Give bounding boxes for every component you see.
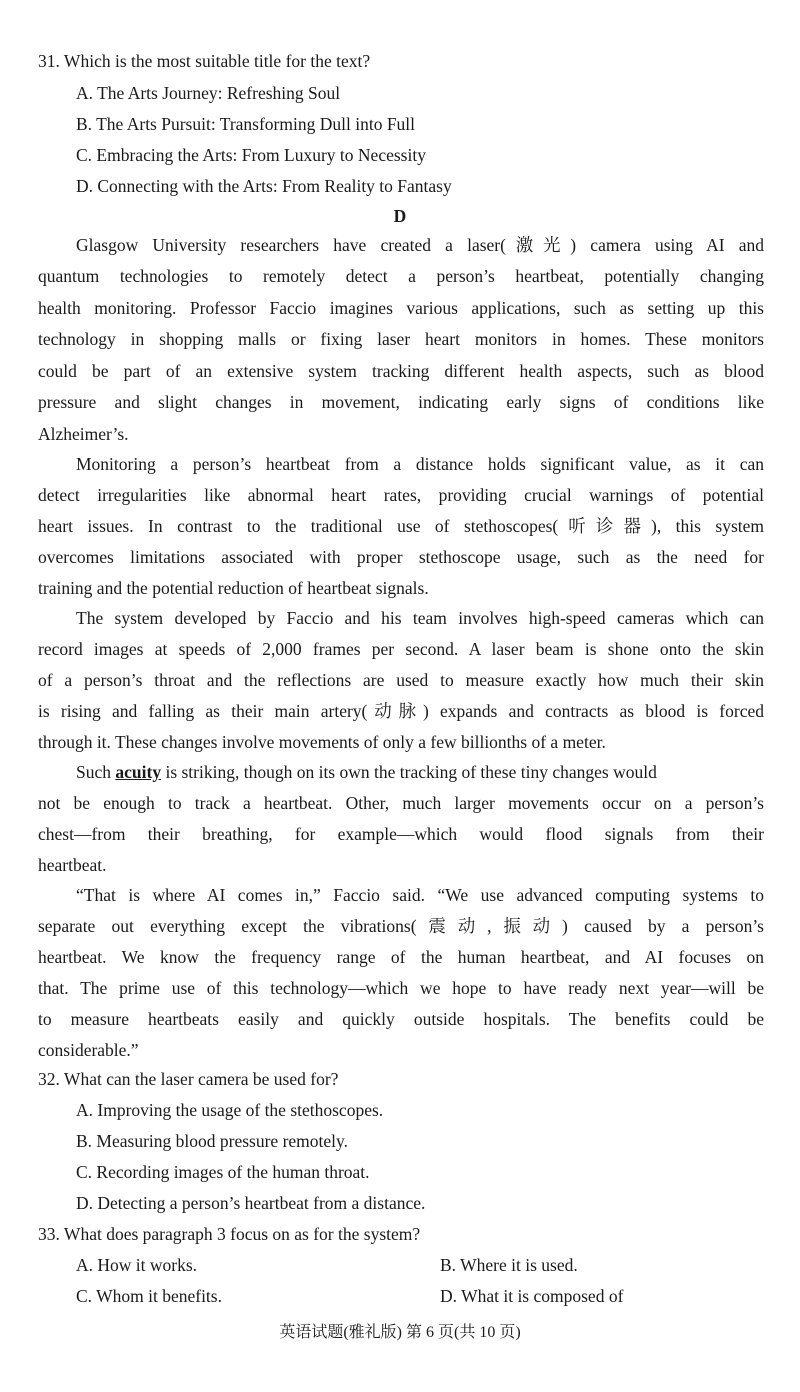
q31-option-b: B. The Arts Pursuit: Transforming Dull into Full (76, 114, 416, 134)
q31-option-c: C. Embracing the Arts: From Luxury to Necessity (76, 145, 426, 165)
p5-line: to measure heartbeats easily and quickly outside hospitals. The benefits could be (38, 1009, 764, 1029)
question-31: 31. Which is the most suitable title for the text? (38, 51, 371, 71)
p5-line: heartbeat. We know the frequency range of the human heartbeat, and AI focuses on (38, 947, 764, 967)
q32-option-d: D. Detecting a person’s heartbeat from a distance. (76, 1193, 426, 1213)
p3-line: The system developed by Faccio and his team involves high-speed cameras which can (76, 608, 764, 628)
q33-option-d: D. What it is composed of (440, 1286, 624, 1306)
question-32: 32. What can the laser camera be used for? (38, 1069, 339, 1089)
q33-option-b: B. Where it is used. (440, 1255, 578, 1275)
p4-rest: is striking, though on its own the tracking of these tiny changes would (161, 762, 657, 782)
p4-start: Such (76, 762, 116, 782)
p2-line: detect irregularities like abnormal heart rates, providing crucial warnings of potential (38, 485, 764, 505)
page-footer: 英语试题(雅礼版) 第 6 页(共 10 页) (279, 1324, 521, 1341)
p1-line: technology in shopping malls or fixing laser heart monitors in homes. These monitors (38, 329, 764, 349)
p3-line: through it. These changes involve movements of only a few billionths of a meter. (38, 732, 606, 752)
p4-line: not be enough to track a heartbeat. Other, much larger movements occur on a person’s (38, 793, 764, 813)
q32-option-b: B. Measuring blood pressure remotely. (76, 1131, 349, 1151)
p3-line: record images at speeds of 2,000 frames per second. A laser beam is shone onto the skin (38, 639, 764, 659)
q32-option-a: A. Improving the usage of the stethoscopes. (76, 1100, 384, 1120)
p4-line: heartbeat. (38, 855, 107, 875)
p2-line: Monitoring a person’s heartbeat from a distance holds significant value, as it can (76, 454, 764, 474)
p1-line: health monitoring. Professor Faccio imagines various applications, such as setting up this (38, 298, 764, 318)
p5-line: that. The prime use of this technology—which we hope to have ready next year—will be (38, 978, 764, 998)
q33-option-c: C. Whom it benefits. (76, 1286, 222, 1306)
p5-line: considerable.” (38, 1040, 139, 1060)
p1-line: quantum technologies to remotely detect a person’s heartbeat, potentially changing (38, 266, 764, 286)
q32-option-c: C. Recording images of the human throat. (76, 1162, 370, 1182)
section-heading: D (393, 206, 407, 226)
p3-line: is rising and falling as their main artery(动脉) expands and contracts as blood is forced (38, 701, 764, 721)
q31-option-d: D. Connecting with the Arts: From Reality to Fantasy (76, 176, 452, 196)
question-33: 33. What does paragraph 3 focus on as for the system? (38, 1224, 421, 1244)
p4-line: chest—from their breathing, for example—which would flood signals from their (38, 824, 764, 844)
p3-line: of a person’s throat and the reflections are used to measure exactly how much their skin (38, 670, 764, 690)
p1-line: Glasgow University researchers have created a laser(激光) camera using AI and (76, 235, 764, 255)
p5-line: separate out everything except the vibrations(震动,振动) caused by a person’s (38, 916, 764, 936)
p5-line: “That is where AI comes in,” Faccio said. “We use advanced computing systems to (76, 885, 764, 905)
p1-line: could be part of an extensive system tracking different health aspects, such as blood (38, 361, 764, 381)
p1-line: pressure and slight changes in movement, indicating early signs of conditions like (38, 392, 764, 412)
p2-line: overcomes limitations associated with proper stethoscope usage, such as the need for (38, 547, 764, 567)
q31-option-a: A. The Arts Journey: Refreshing Soul (76, 83, 341, 103)
q33-option-a: A. How it works. (76, 1255, 198, 1275)
p2-line: training and the potential reduction of heartbeat signals. (38, 578, 429, 598)
keyword-acuity: acuity (115, 762, 162, 782)
p4-line-first (76, 761, 764, 783)
p1-line: Alzheimer’s. (38, 424, 129, 444)
p2-line: heart issues. In contrast to the traditional use of stethoscopes(听诊器), this system (38, 516, 764, 536)
